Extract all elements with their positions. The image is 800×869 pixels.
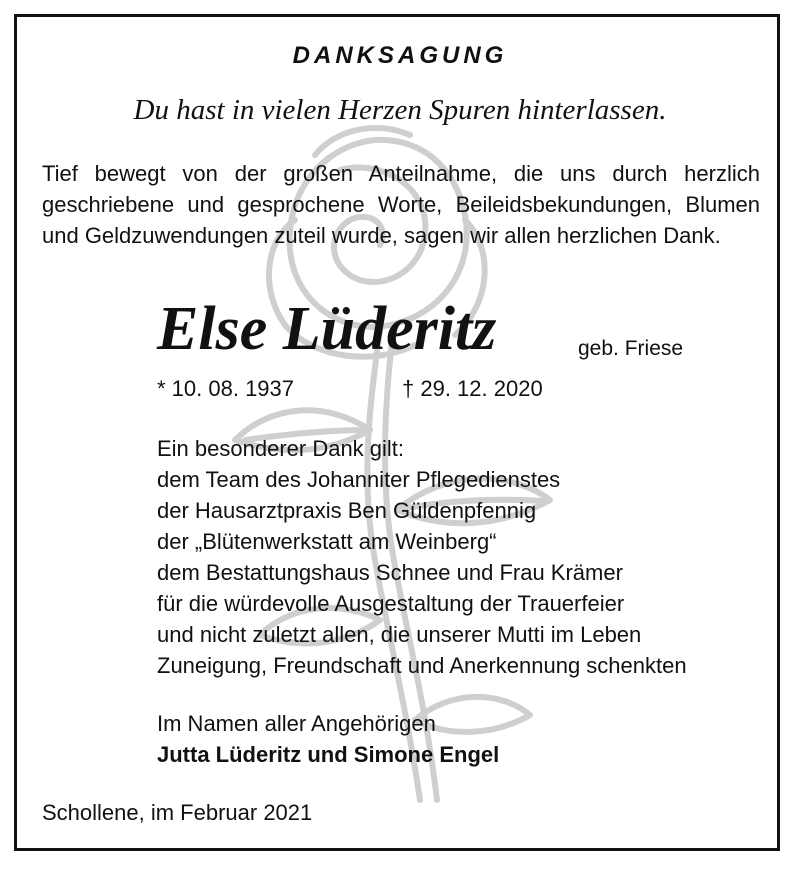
- thanks-line: für die würdevolle Ausgestaltung der Trauerfeier: [157, 591, 625, 616]
- thanks-line: der Hausarztpraxis Ben Güldenpfennig: [157, 498, 537, 523]
- intro-text: Tief bewegt von der großen Anteilnahme, die uns durch herzlich geschriebene und gesprochene Worte, Beileidsbekundungen, Blumen und Geldzuwendungen zuteil wurde, sagen wir allen herzlichen Dank.: [42, 161, 760, 248]
- thanks-list: [157, 433, 769, 681]
- thanks-line: der „Blütenwerkstatt am Weinberg“: [157, 529, 497, 554]
- thanks-line: dem Bestattungshaus Schnee und Frau Krämer: [157, 560, 623, 585]
- birth-name: geb. Friese: [578, 337, 684, 360]
- motto: Du hast in vielen Herzen Spuren hinterlassen.: [133, 94, 667, 126]
- signers: Jutta Lüderitz und Simone Engel: [157, 742, 500, 767]
- deceased-name: Else Lüderitz: [157, 295, 497, 363]
- thanks-line: Ein besonderer Dank gilt:: [157, 436, 405, 461]
- heading: DANKSAGUNG: [292, 42, 508, 69]
- thanks-line: und nicht zuletzt allen, die unserer Mutti im Leben: [157, 622, 642, 647]
- place-date: Schollene, im Februar 2021: [42, 800, 313, 825]
- birth-date: * 10. 08. 1937: [157, 376, 295, 401]
- signoff: Im Namen aller Angehörigen: [157, 711, 436, 736]
- death-date: † 29. 12. 2020: [402, 376, 543, 401]
- thanks-line: Zuneigung, Freundschaft und Anerkennung schenkten: [157, 653, 687, 678]
- thanks-line: dem Team des Johanniter Pflegedienstes: [157, 467, 561, 492]
